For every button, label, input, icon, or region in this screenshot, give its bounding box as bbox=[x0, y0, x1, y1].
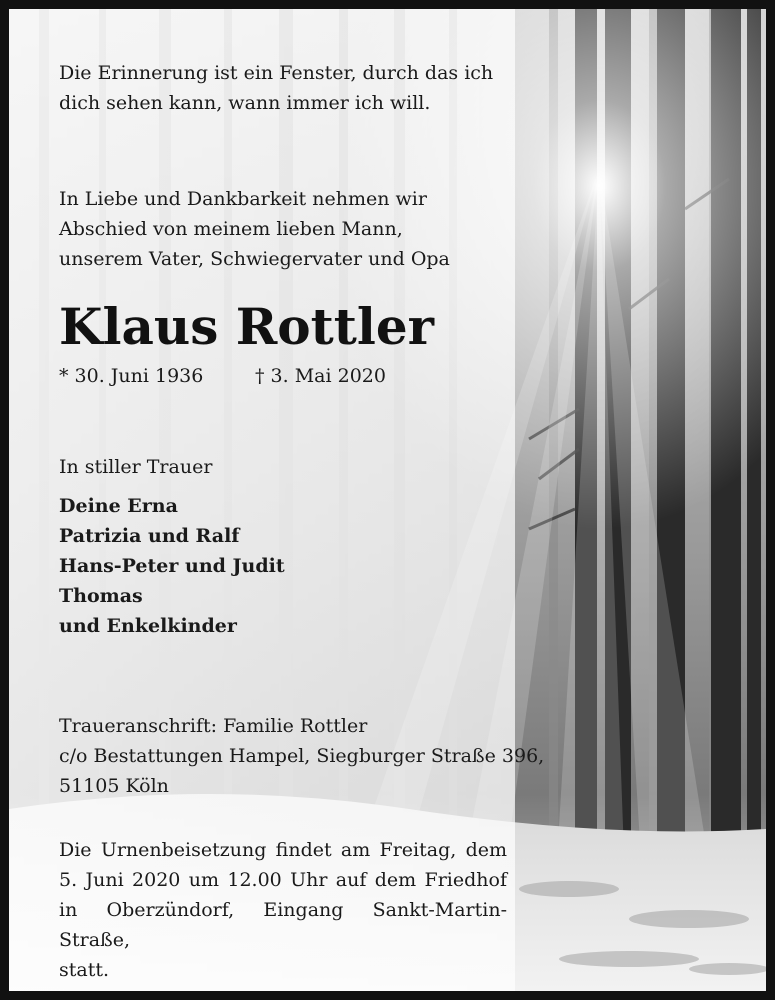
address-line: c/o Bestattungen Hampel, Siegburger Straße 396, bbox=[59, 745, 545, 767]
family-member: Patrizia und Ralf bbox=[59, 525, 240, 547]
family-list bbox=[59, 491, 507, 641]
mourning-heading: In stiller Trauer bbox=[59, 456, 213, 478]
intro-line: unserem Vater, Schwiegervater und Opa bbox=[59, 248, 450, 270]
burial-line: 5. Juni 2020 um 12.00 Uhr auf dem Friedhof bbox=[59, 869, 507, 891]
address-line: 51105 Köln bbox=[59, 775, 169, 797]
quote-line: Die Erinnerung ist ein Fenster, durch das ich bbox=[59, 62, 494, 84]
memorial-quote bbox=[59, 58, 507, 118]
deceased-name: Klaus Rottler bbox=[59, 297, 434, 356]
burial-notice bbox=[59, 835, 507, 985]
family-member: Thomas bbox=[59, 585, 143, 607]
family-member: Hans-Peter und Judit bbox=[59, 555, 285, 577]
burial-line: in Oberzündorf, Eingang Sankt-Martin-Straße, bbox=[59, 899, 507, 951]
intro-line: Abschied von meinem lieben Mann, bbox=[59, 218, 403, 240]
quote-line: dich sehen kann, wann immer ich will. bbox=[59, 92, 431, 114]
death-date: † 3. Mai 2020 bbox=[255, 365, 386, 387]
life-dates bbox=[59, 361, 386, 391]
family-member: und Enkelkinder bbox=[59, 615, 237, 637]
burial-line: statt. bbox=[59, 959, 110, 981]
intro-line: In Liebe und Dankbarkeit nehmen wir bbox=[59, 188, 427, 210]
address-line: Traueranschrift: Familie Rottler bbox=[59, 715, 368, 737]
birth-date: * 30. Juni 1936 bbox=[59, 365, 204, 387]
intro-text bbox=[59, 184, 507, 274]
burial-line: Die Urnenbeisetzung findet am Freitag, dem bbox=[59, 839, 507, 861]
mourning-address bbox=[59, 711, 545, 801]
family-member: Deine Erna bbox=[59, 495, 178, 517]
